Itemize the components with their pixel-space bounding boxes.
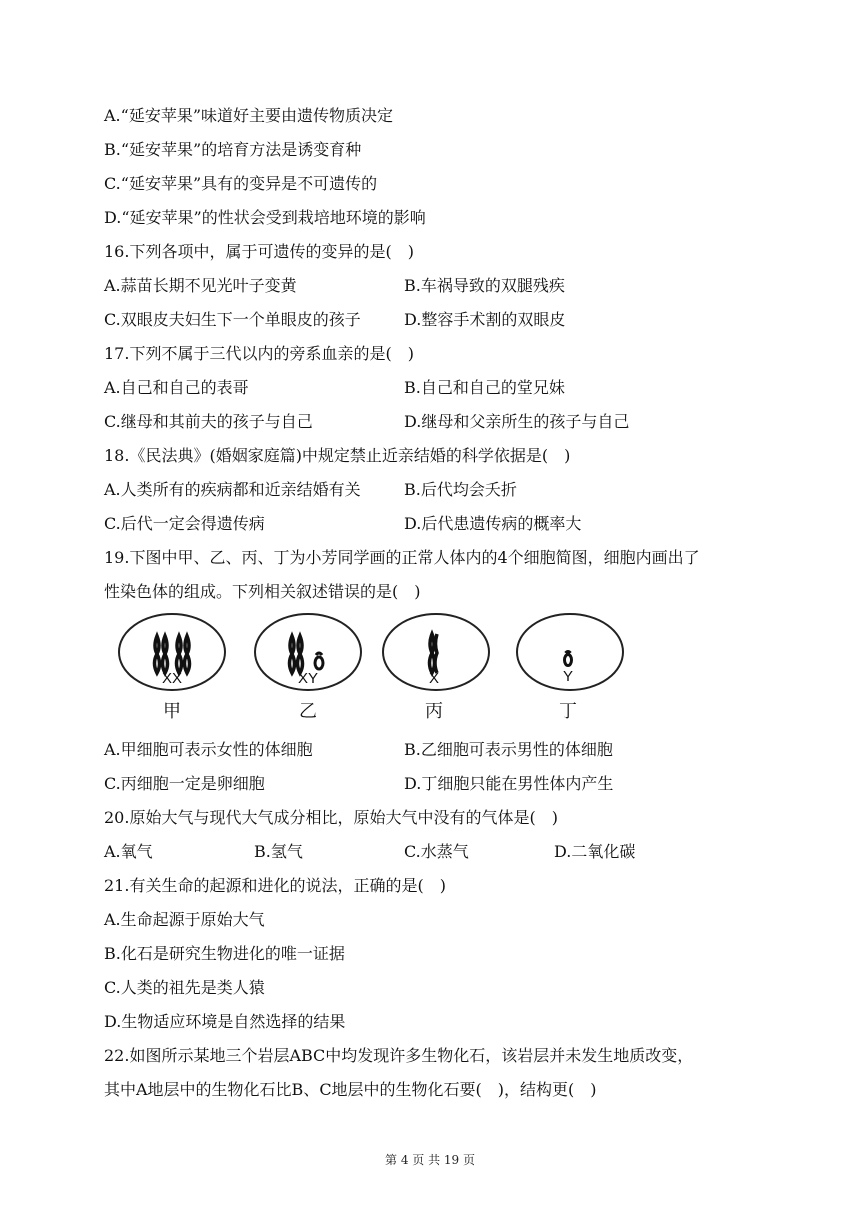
q21-stem: 21.有关生命的起源和进化的说法，正确的是( ) <box>104 876 446 895</box>
q19-option-c: C.丙细胞一定是卵细胞 <box>104 774 265 793</box>
q16-option-a: A.蒜苗长期不见光叶子变黄 <box>104 276 297 295</box>
q15-option-d: D.“延安苹果”的性状会受到栽培地环境的影响 <box>104 208 426 227</box>
q20-stem: 20.原始大气与现代大气成分相比，原始大气中没有的气体是( ) <box>104 808 558 827</box>
q19-option-d: D.丁细胞只能在男性体内产生 <box>404 774 614 793</box>
page-number-footer: 第 4 页 共 19 页 <box>385 1153 475 1167</box>
cell-chromosome-figure <box>110 610 670 730</box>
chromosome-x-icon <box>177 636 190 673</box>
q20-option-d: D.二氧化碳 <box>554 842 636 861</box>
q15-option-a: A.“延安苹果”味道好主要由遗传物质决定 <box>104 106 394 125</box>
q18-option-c: C.后代一定会得遗传病 <box>104 514 265 533</box>
chromosome-y-icon <box>315 653 323 669</box>
q21-option-b: B.化石是研究生物进化的唯一证据 <box>104 944 345 963</box>
cell-bing-name: 丙 <box>425 701 443 722</box>
q16-stem: 16.下列各项中，属于可遗传的变异的是( ) <box>104 242 414 261</box>
q21-option-d: D.生物适应环境是自然选择的结果 <box>104 1012 346 1031</box>
q19-stem-line2: 性染色体的组成。下列相关叙述错误的是( ) <box>104 582 421 601</box>
cell-bing-chromosome-label: X <box>428 670 440 687</box>
chromosome-x-icon <box>155 636 168 673</box>
cell-jia <box>119 614 225 722</box>
cell-ding-name: 丁 <box>559 701 577 722</box>
cell-yi-name: 乙 <box>299 701 317 722</box>
cell-yi-chromosome-label: XY <box>297 670 319 687</box>
cell-bing <box>383 614 489 722</box>
cell-ding-chromosome-label: Y <box>562 668 574 685</box>
chromosome-x-icon <box>290 636 303 673</box>
q15-option-c: C.“延安苹果”具有的变异是不可遗传的 <box>104 174 378 193</box>
cell-yi <box>255 614 361 722</box>
q16-option-c: C.双眼皮夫妇生下一个单眼皮的孩子 <box>104 310 361 329</box>
q16-option-b: B.车祸导致的双腿残疾 <box>404 276 565 295</box>
q18-option-b: B.后代均会夭折 <box>404 480 517 499</box>
cell-jia-chromosome-label: XX <box>161 670 183 687</box>
q18-option-a: A.人类所有的疾病都和近亲结婚有关 <box>104 480 361 499</box>
q17-option-b: B.自己和自己的堂兄妹 <box>404 378 565 397</box>
q15-option-b: B.“延安苹果”的培育方法是诱变育种 <box>104 140 362 159</box>
cell-jia-name: 甲 <box>163 701 181 722</box>
q17-option-c: C.继母和其前夫的孩子与自己 <box>104 412 313 431</box>
q20-option-a: A.氧气 <box>104 842 153 861</box>
q16-option-d: D.整容手术割的双眼皮 <box>404 310 566 329</box>
q17-stem: 17.下列不属于三代以内的旁系血亲的是( ) <box>104 344 414 363</box>
cell-ding <box>517 614 623 722</box>
q20-option-c: C.水蒸气 <box>404 842 469 861</box>
q19-option-a: A.甲细胞可表示女性的体细胞 <box>104 740 313 759</box>
q22-stem-line2: 其中A地层中的生物化石比B、C地层中的生物化石要( )，结构更( ) <box>104 1080 597 1099</box>
q19-option-b: B.乙细胞可表示男性的体细胞 <box>404 740 613 759</box>
q20-option-b: B.氢气 <box>254 842 303 861</box>
chromosome-y-icon <box>565 652 572 666</box>
q22-stem-line1: 22.如图所示某地三个岩层ABC中均发现许多生物化石，该岩层并未发生地质改变， <box>104 1046 694 1065</box>
q17-option-d: D.继母和父亲所生的孩子与自己 <box>404 412 630 431</box>
q19-stem-line1: 19.下图中甲、乙、丙、丁为小芳同学画的正常人体内的4个细胞简图，细胞内画出了 <box>104 548 700 567</box>
q17-option-a: A.自己和自己的表哥 <box>104 378 249 397</box>
q18-stem: 18.《民法典》(婚姻家庭篇)中规定禁止近亲结婚的科学依据是( ) <box>104 446 571 465</box>
q21-option-c: C.人类的祖先是类人猿 <box>104 978 265 997</box>
chromosome-x-icon <box>430 634 438 673</box>
q21-option-a: A.生命起源于原始大气 <box>104 910 265 929</box>
q18-option-d: D.后代患遗传病的概率大 <box>404 514 582 533</box>
